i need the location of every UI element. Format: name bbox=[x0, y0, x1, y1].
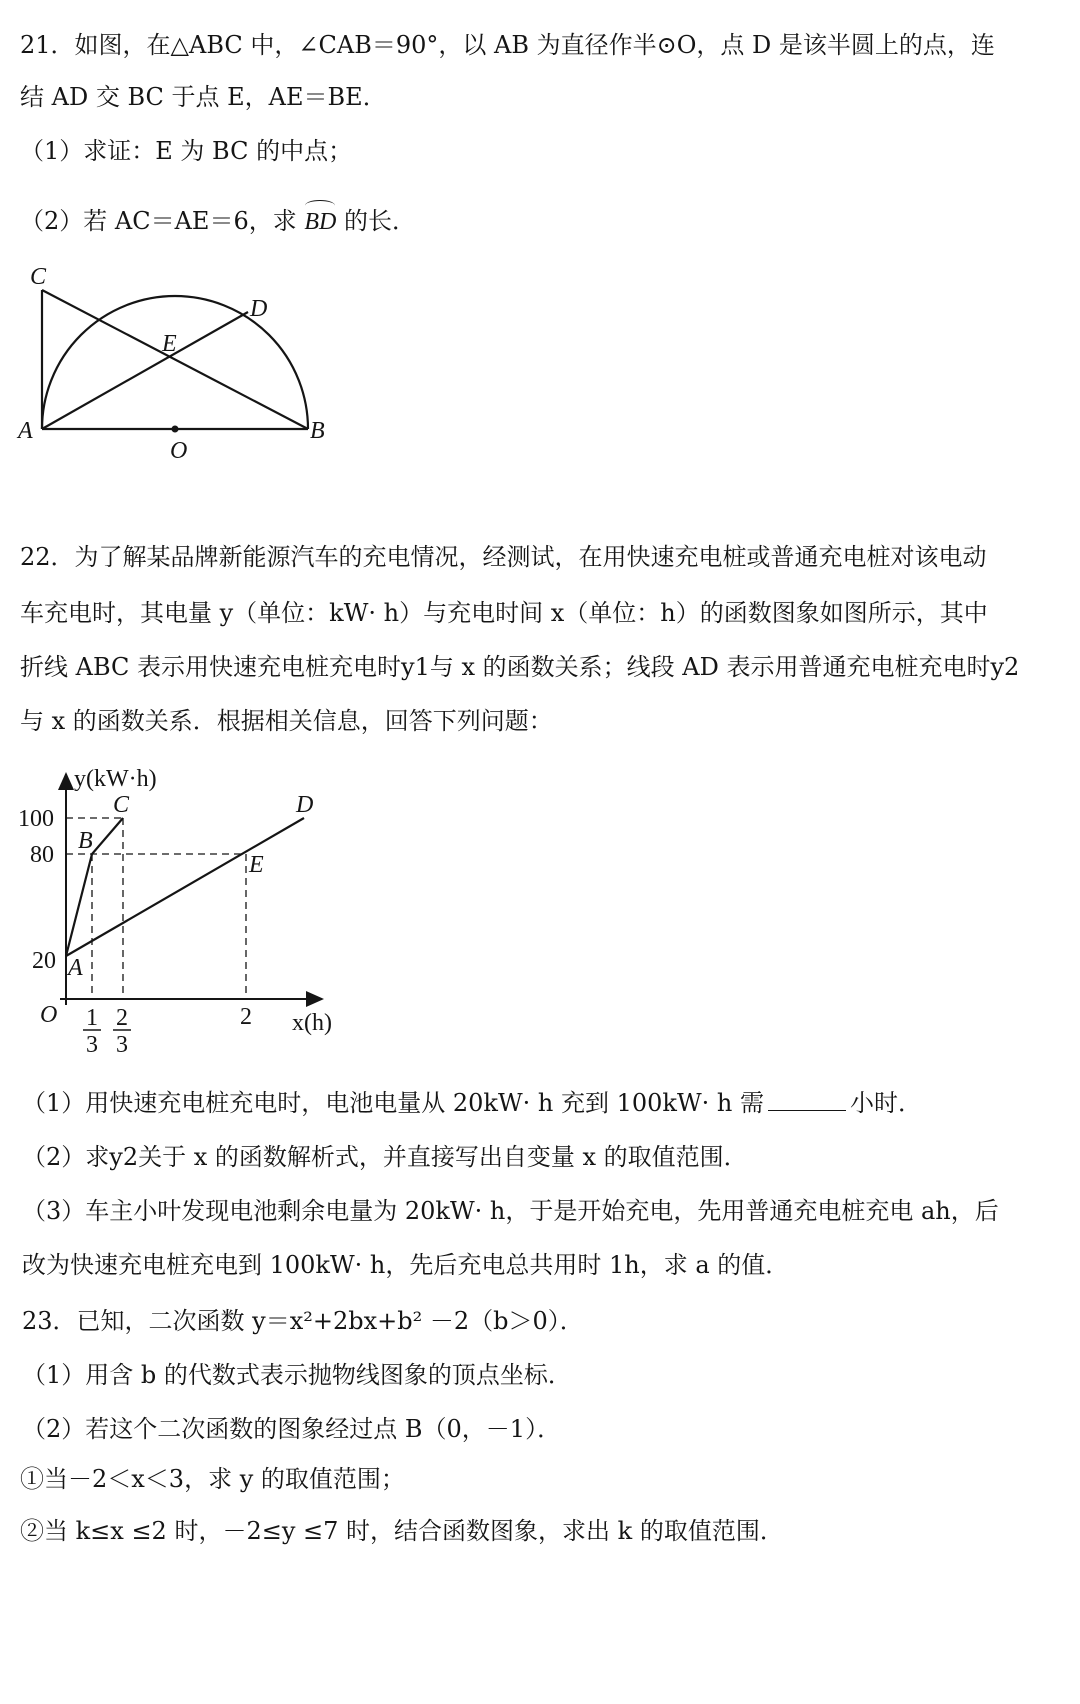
q22-part-1-prefix: （1）用快速充电桩充电时，电池电量从 20kW· h 充到 100kW· h 需 bbox=[22, 1089, 764, 1117]
q21-semicircle-figure bbox=[0, 250, 360, 480]
center-o-dot bbox=[172, 426, 179, 433]
xtick-2: 2 bbox=[240, 1004, 252, 1030]
segment-ad-chart bbox=[66, 818, 304, 956]
point-label-e: E bbox=[249, 852, 264, 878]
label-o: O bbox=[170, 438, 188, 464]
q21-part-2-prefix: （2）若 AC＝AE＝6，求 bbox=[20, 207, 305, 235]
q21-part-2-suffix: 的长． bbox=[336, 207, 416, 235]
q21-line-1: 21．如图，在△ABC 中，∠CAB＝90°，以 AB 为直径作半⊙O，点 D 是该半圆上的点，连 bbox=[20, 31, 995, 59]
label-e: E bbox=[162, 331, 177, 357]
q21-part-2 bbox=[20, 204, 416, 239]
y-axis-label: y(kW·h) bbox=[74, 766, 157, 792]
q22-part-1 bbox=[22, 1086, 922, 1120]
q23-subpart-1: ①当－2＜x＜3，求 y 的取值范围； bbox=[20, 1465, 405, 1493]
q22-line-3: 折线 ABC 表示用快速充电桩充电时y1与 x 的函数关系；线段 AD 表示用普通充电桩充电时y2 bbox=[20, 653, 1020, 681]
xtick-2-3-den: 3 bbox=[116, 1032, 128, 1058]
ytick-80: 80 bbox=[30, 842, 54, 868]
xtick-1-3-num: 1 bbox=[86, 1005, 98, 1031]
label-a: A bbox=[18, 418, 33, 444]
answer-blank[interactable] bbox=[768, 1088, 846, 1111]
q22-part-2: （2）求y2关于 x 的函数解析式，并直接写出自变量 x 的取值范围． bbox=[22, 1143, 748, 1171]
x-axis-label: x(h) bbox=[292, 1010, 332, 1036]
q23-subpart-2: ②当 k≤x ≤2 时，－2≤y ≤7 时，结合函数图象，求出 k 的取值范围． bbox=[20, 1517, 784, 1545]
arc-bd-label: BD bbox=[304, 205, 336, 239]
ytick-20: 20 bbox=[32, 948, 56, 974]
xtick-2-3-num: 2 bbox=[116, 1005, 128, 1031]
origin-label: O bbox=[40, 1002, 58, 1028]
polyline-abc bbox=[66, 818, 123, 956]
q21-line-2: 结 AD 交 BC 于点 E，AE＝BE． bbox=[20, 83, 387, 111]
q23-line-1: 23．已知，二次函数 y＝x²+2bx+b² －2（b＞0）． bbox=[22, 1307, 584, 1335]
point-label-b: B bbox=[78, 828, 93, 854]
segment-cb bbox=[42, 290, 308, 429]
q22-line-2: 车充电时，其电量 y（单位：kW· h）与充电时间 x（单位：h）的函数图象如图所示，其中 bbox=[20, 599, 988, 627]
point-label-a: A bbox=[68, 955, 83, 981]
label-c: C bbox=[30, 264, 47, 290]
ytick-100: 100 bbox=[18, 806, 54, 832]
q22-part-3-line-1: （3）车主小叶发现电池剩余电量为 20kW· h，于是开始充电，先用普通充电桩充电 ah，后 bbox=[22, 1197, 999, 1225]
q22-line-1: 22．为了解某品牌新能源汽车的充电情况，经测试，在用快速充电桩或普通充电桩对该电动 bbox=[20, 543, 987, 571]
point-label-c: C bbox=[113, 792, 130, 818]
segment-ad bbox=[42, 312, 248, 429]
q22-charging-chart bbox=[0, 760, 360, 1060]
q22-part-1-suffix: 小时． bbox=[849, 1089, 922, 1117]
q23-part-1: （1）用含 b 的代数式表示抛物线图象的顶点坐标． bbox=[22, 1361, 572, 1389]
q22-line-4: 与 x 的函数关系．根据相关信息，回答下列问题： bbox=[20, 707, 553, 735]
xtick-1-3-den: 3 bbox=[86, 1032, 98, 1058]
label-b: B bbox=[310, 418, 325, 444]
q21-part-1: （1）求证：E 为 BC 的中点； bbox=[20, 137, 353, 165]
point-label-d: D bbox=[296, 792, 314, 818]
q23-part-2: （2）若这个二次函数的图象经过点 B（0，－1）． bbox=[22, 1415, 562, 1443]
label-d: D bbox=[250, 296, 268, 322]
q22-part-3-line-2: 改为快速充电桩充电到 100kW· h，先后充电总共用时 1h，求 a 的值． bbox=[22, 1251, 790, 1279]
